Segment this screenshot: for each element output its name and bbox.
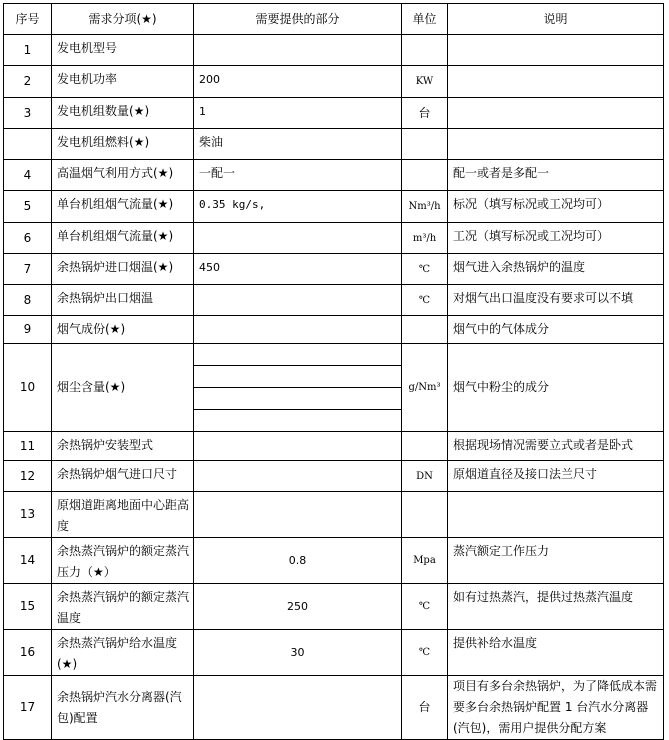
row-unit: DN bbox=[402, 461, 448, 492]
row-item: 余热蒸汽锅炉的额定蒸汽压力（★） bbox=[52, 538, 194, 584]
row-item: 原烟道距离地面中心距高度 bbox=[52, 492, 194, 538]
row-note: 工况（填写标况或工况均可） bbox=[448, 223, 664, 254]
row-index: 16 bbox=[4, 630, 52, 676]
row-index: 15 bbox=[4, 584, 52, 630]
row-note: 提供补给水温度 bbox=[448, 630, 664, 676]
row-value-sub[interactable] bbox=[194, 410, 401, 431]
table-row bbox=[4, 35, 664, 66]
row-value[interactable]: 0.8 bbox=[194, 538, 402, 584]
row-note: 配一或者是多配一 bbox=[448, 160, 664, 191]
table-row bbox=[4, 584, 664, 630]
row-item: 发电机功率 bbox=[52, 66, 194, 98]
row-item: 高温烟气利用方式(★) bbox=[52, 160, 194, 191]
header-value: 需要提供的部分 bbox=[194, 4, 402, 35]
row-value[interactable] bbox=[194, 492, 402, 538]
row-index: 10 bbox=[4, 344, 52, 432]
row-unit: g/Nm³ bbox=[402, 344, 448, 432]
row-index: 6 bbox=[4, 223, 52, 254]
table-row bbox=[4, 676, 664, 740]
row-unit: m³/h bbox=[402, 223, 448, 254]
row-value[interactable]: 200 bbox=[194, 66, 402, 98]
table-row bbox=[4, 254, 664, 285]
row-unit: ℃ bbox=[402, 285, 448, 316]
table-row bbox=[4, 66, 664, 98]
row-value-group bbox=[194, 344, 402, 432]
row-note bbox=[448, 35, 664, 66]
row-note: 烟气中的气体成分 bbox=[448, 316, 664, 344]
row-value[interactable] bbox=[194, 223, 402, 254]
table-row bbox=[4, 344, 664, 432]
table-row bbox=[4, 285, 664, 316]
row-note bbox=[448, 66, 664, 98]
row-item: 发电机型号 bbox=[52, 35, 194, 66]
row-value[interactable]: 柴油 bbox=[194, 129, 402, 160]
row-item: 烟尘含量(★) bbox=[52, 344, 194, 432]
row-index: 3 bbox=[4, 98, 52, 129]
row-value[interactable]: 450 bbox=[194, 254, 402, 285]
row-unit bbox=[402, 160, 448, 191]
header-index: 序号 bbox=[4, 4, 52, 35]
row-item: 烟气成份(★) bbox=[52, 316, 194, 344]
header-row bbox=[4, 4, 664, 35]
row-index: 14 bbox=[4, 538, 52, 584]
row-index: 13 bbox=[4, 492, 52, 538]
table-row bbox=[4, 191, 664, 223]
table-row bbox=[4, 223, 664, 254]
row-unit: KW bbox=[402, 66, 448, 98]
row-note: 蒸汽额定工作压力 bbox=[448, 538, 664, 584]
table-row bbox=[4, 538, 664, 584]
row-value[interactable] bbox=[194, 432, 402, 461]
row-item: 发电机组燃料(★) bbox=[52, 129, 194, 160]
row-item: 余热锅炉进口烟温(★) bbox=[52, 254, 194, 285]
row-note: 根据现场情况需要立式或者是卧式 bbox=[448, 432, 664, 461]
table-row bbox=[4, 160, 664, 191]
row-item: 单台机组烟气流量(★) bbox=[52, 223, 194, 254]
header-unit: 单位 bbox=[402, 4, 448, 35]
row-note: 烟气进入余热锅炉的温度 bbox=[448, 254, 664, 285]
row-item: 余热蒸汽锅炉给水温度(★) bbox=[52, 630, 194, 676]
table-row bbox=[4, 492, 664, 538]
table-row bbox=[4, 630, 664, 676]
row-value[interactable]: 一配一 bbox=[194, 160, 402, 191]
row-unit: 台 bbox=[402, 676, 448, 740]
row-item: 余热蒸汽锅炉的额定蒸汽温度 bbox=[52, 584, 194, 630]
table-row bbox=[4, 432, 664, 461]
row-index: 4 bbox=[4, 160, 52, 191]
row-item: 余热锅炉安装型式 bbox=[52, 432, 194, 461]
row-item: 发电机组数量(★) bbox=[52, 98, 194, 129]
row-note: 烟气中粉尘的成分 bbox=[448, 344, 664, 432]
table-row bbox=[4, 461, 664, 492]
row-note: 如有过热蒸汽，提供过热蒸汽温度 bbox=[448, 584, 664, 630]
row-index: 7 bbox=[4, 254, 52, 285]
row-index: 12 bbox=[4, 461, 52, 492]
requirements-table bbox=[3, 3, 664, 740]
row-note: 项目有多台余热锅炉，为了降低成本需要多台余热锅炉配置 1 台汽水分离器(汽包)，需用户提供分配方案 bbox=[448, 676, 664, 740]
row-item: 余热锅炉出口烟温 bbox=[52, 285, 194, 316]
row-unit bbox=[402, 492, 448, 538]
row-item: 单台机组烟气流量(★) bbox=[52, 191, 194, 223]
row-value[interactable]: 1 bbox=[194, 98, 402, 129]
row-unit bbox=[402, 316, 448, 344]
row-value[interactable] bbox=[194, 676, 402, 740]
row-unit bbox=[402, 35, 448, 66]
row-value-sub[interactable] bbox=[194, 366, 401, 388]
row-value[interactable] bbox=[194, 316, 402, 344]
row-value-sub[interactable] bbox=[194, 388, 401, 410]
row-value[interactable] bbox=[194, 461, 402, 492]
row-index: 17 bbox=[4, 676, 52, 740]
row-item: 余热锅炉汽水分离器(汽包)配置 bbox=[52, 676, 194, 740]
header-note: 说明 bbox=[448, 4, 664, 35]
row-unit: ℃ bbox=[402, 630, 448, 676]
row-value[interactable] bbox=[194, 285, 402, 316]
row-index: 9 bbox=[4, 316, 52, 344]
row-unit: ℃ bbox=[402, 254, 448, 285]
row-value[interactable]: 30 bbox=[194, 630, 402, 676]
row-index bbox=[4, 129, 52, 160]
row-note: 原烟道直径及接口法兰尺寸 bbox=[448, 461, 664, 492]
table-row bbox=[4, 98, 664, 129]
row-note bbox=[448, 98, 664, 129]
row-unit bbox=[402, 129, 448, 160]
row-note bbox=[448, 492, 664, 538]
row-unit: 台 bbox=[402, 98, 448, 129]
row-item: 余热锅炉烟气进口尺寸 bbox=[52, 461, 194, 492]
row-index: 8 bbox=[4, 285, 52, 316]
row-unit: Nm³/h bbox=[402, 191, 448, 223]
row-index: 1 bbox=[4, 35, 52, 66]
row-note: 对烟气出口温度没有要求可以不填 bbox=[448, 285, 664, 316]
row-value[interactable]: 250 bbox=[194, 584, 402, 630]
row-value[interactable] bbox=[194, 35, 402, 66]
row-unit: ℃ bbox=[402, 584, 448, 630]
row-unit bbox=[402, 432, 448, 461]
row-index: 5 bbox=[4, 191, 52, 223]
header-item: 需求分项(★) bbox=[52, 4, 194, 35]
row-note bbox=[448, 129, 664, 160]
row-value[interactable]: 0.35 kg/s, bbox=[194, 191, 402, 223]
row-index: 11 bbox=[4, 432, 52, 461]
table-row bbox=[4, 316, 664, 344]
row-unit: Mpa bbox=[402, 538, 448, 584]
row-value-sub[interactable] bbox=[194, 344, 401, 366]
row-note: 标况（填写标况或工况均可） bbox=[448, 191, 664, 223]
row-index: 2 bbox=[4, 66, 52, 98]
table-row bbox=[4, 129, 664, 160]
